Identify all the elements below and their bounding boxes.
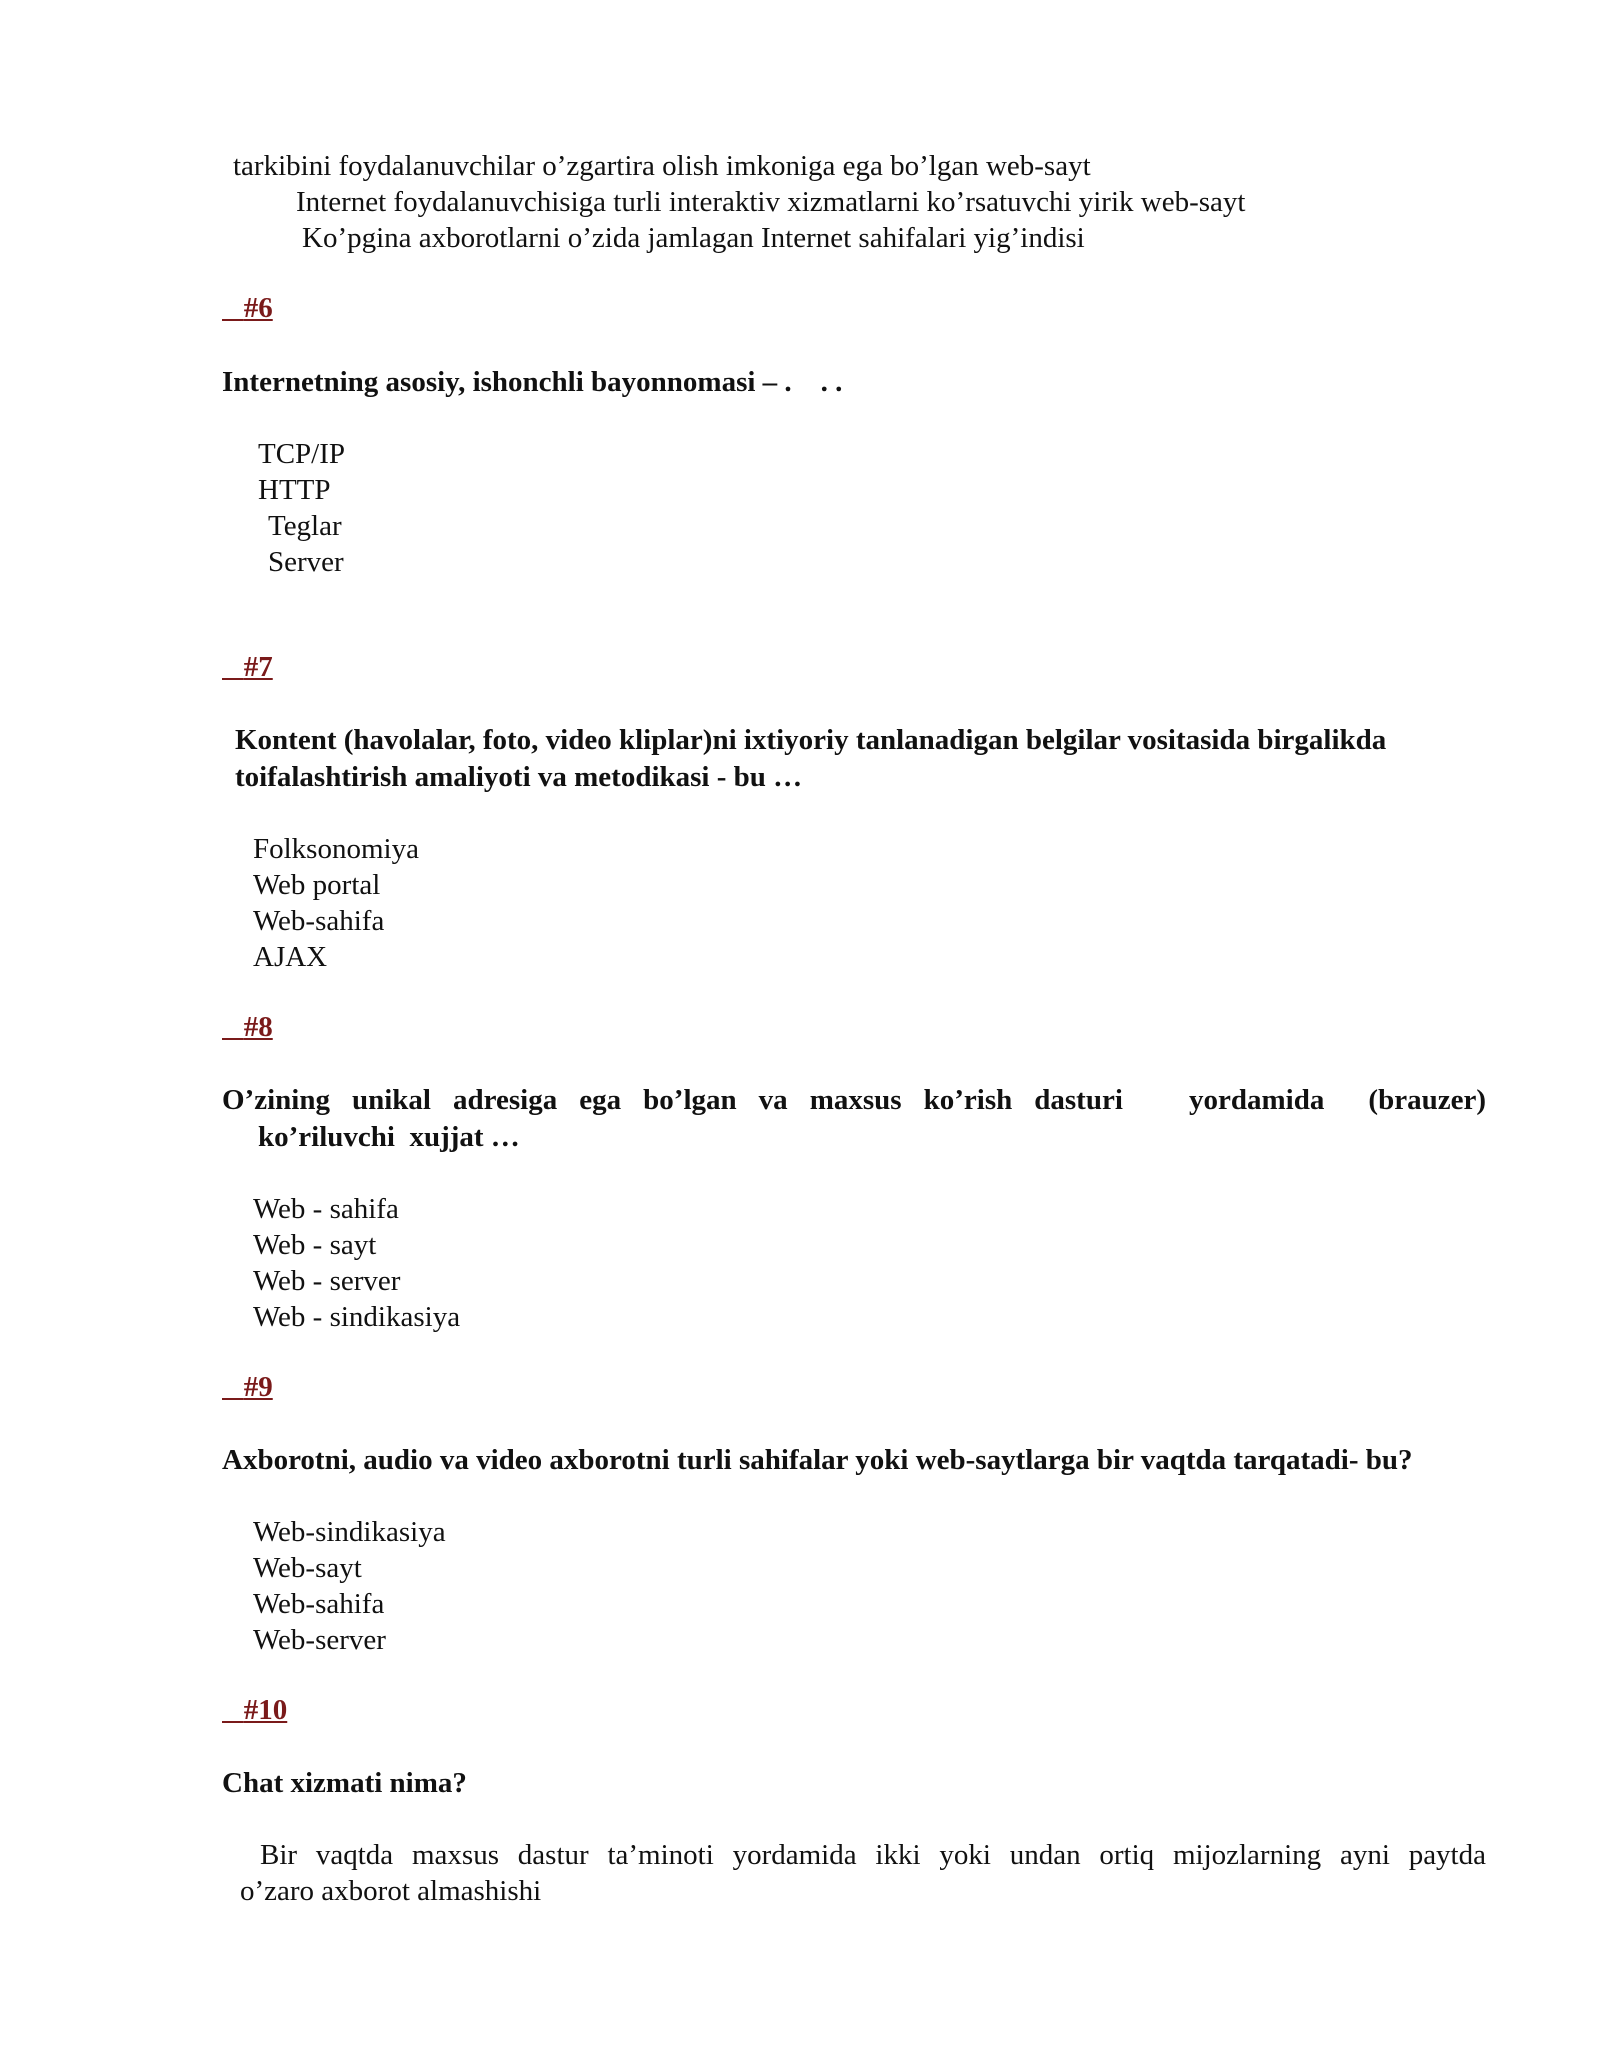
answer-option: Web-sindikasiya bbox=[253, 1516, 446, 1548]
answer-option: Server bbox=[268, 546, 344, 578]
answer-option: Web - sayt bbox=[253, 1229, 377, 1261]
question-text: toifalashtirish amaliyoti va metodikasi - bu … bbox=[235, 761, 803, 793]
answer-option: o’zaro axborot almashishi bbox=[240, 1875, 542, 1907]
answer-option: Web - sahifa bbox=[253, 1193, 399, 1225]
answer-option: Teglar bbox=[268, 510, 342, 542]
question-text: Internetning asosiy, ishonchli bayonnomasi – . . . bbox=[222, 366, 843, 398]
answer-option: Web-server bbox=[253, 1624, 386, 1656]
question-number: #10 bbox=[243, 1694, 288, 1726]
answer-option: Web-sahifa bbox=[253, 1588, 385, 1620]
answer-option: Folksonomiya bbox=[253, 833, 419, 865]
option-text: Ko’pgina axborotlarni o’zida jamlagan Internet sahifalari yig’indisi bbox=[302, 222, 1085, 254]
answer-option: Web-sahifa bbox=[253, 905, 385, 937]
question-text: ko’riluvchi xujjat … bbox=[258, 1121, 520, 1153]
answer-option: Web-sayt bbox=[253, 1552, 362, 1584]
answer-option: Web - sindikasiya bbox=[253, 1301, 461, 1333]
option-text: Internet foydalanuvchisiga turli interaktiv xizmatlarni ko’rsatuvchi yirik web-sayt bbox=[296, 186, 1246, 218]
answer-option: TCP/IP bbox=[258, 438, 346, 470]
question-text: O’zining unikal adresiga ega bo’lgan va maxsus ko’rish dasturi yordamida (brauzer) bbox=[222, 1084, 1486, 1116]
answer-option: AJAX bbox=[253, 941, 328, 973]
option-text: tarkibini foydalanuvchilar o’zgartira olish imkoniga ega bo’lgan web-sayt bbox=[233, 150, 1091, 182]
question-number: #7 bbox=[243, 651, 273, 683]
answer-option: Web portal bbox=[253, 869, 381, 901]
answer-option: Web - server bbox=[253, 1265, 401, 1297]
question-number: #9 bbox=[243, 1371, 273, 1403]
question-number: #8 bbox=[243, 1011, 273, 1043]
question-text: Axborotni, audio va video axborotni turli sahifalar yoki web-saytlarga bir vaqtda tarqatadi- bu? bbox=[222, 1444, 1413, 1476]
question-text: Kontent (havolalar, foto, video kliplar)ni ixtiyoriy tanlanadigan belgilar vositasida birgalikda bbox=[235, 724, 1387, 756]
answer-option: HTTP bbox=[258, 474, 331, 506]
answer-option: Bir vaqtda maxsus dastur ta’minoti yordamida ikki yoki undan ortiq mijozlarning ayni paytda bbox=[260, 1839, 1486, 1871]
question-text: Chat xizmati nima? bbox=[222, 1767, 467, 1799]
question-number: #6 bbox=[243, 292, 273, 324]
